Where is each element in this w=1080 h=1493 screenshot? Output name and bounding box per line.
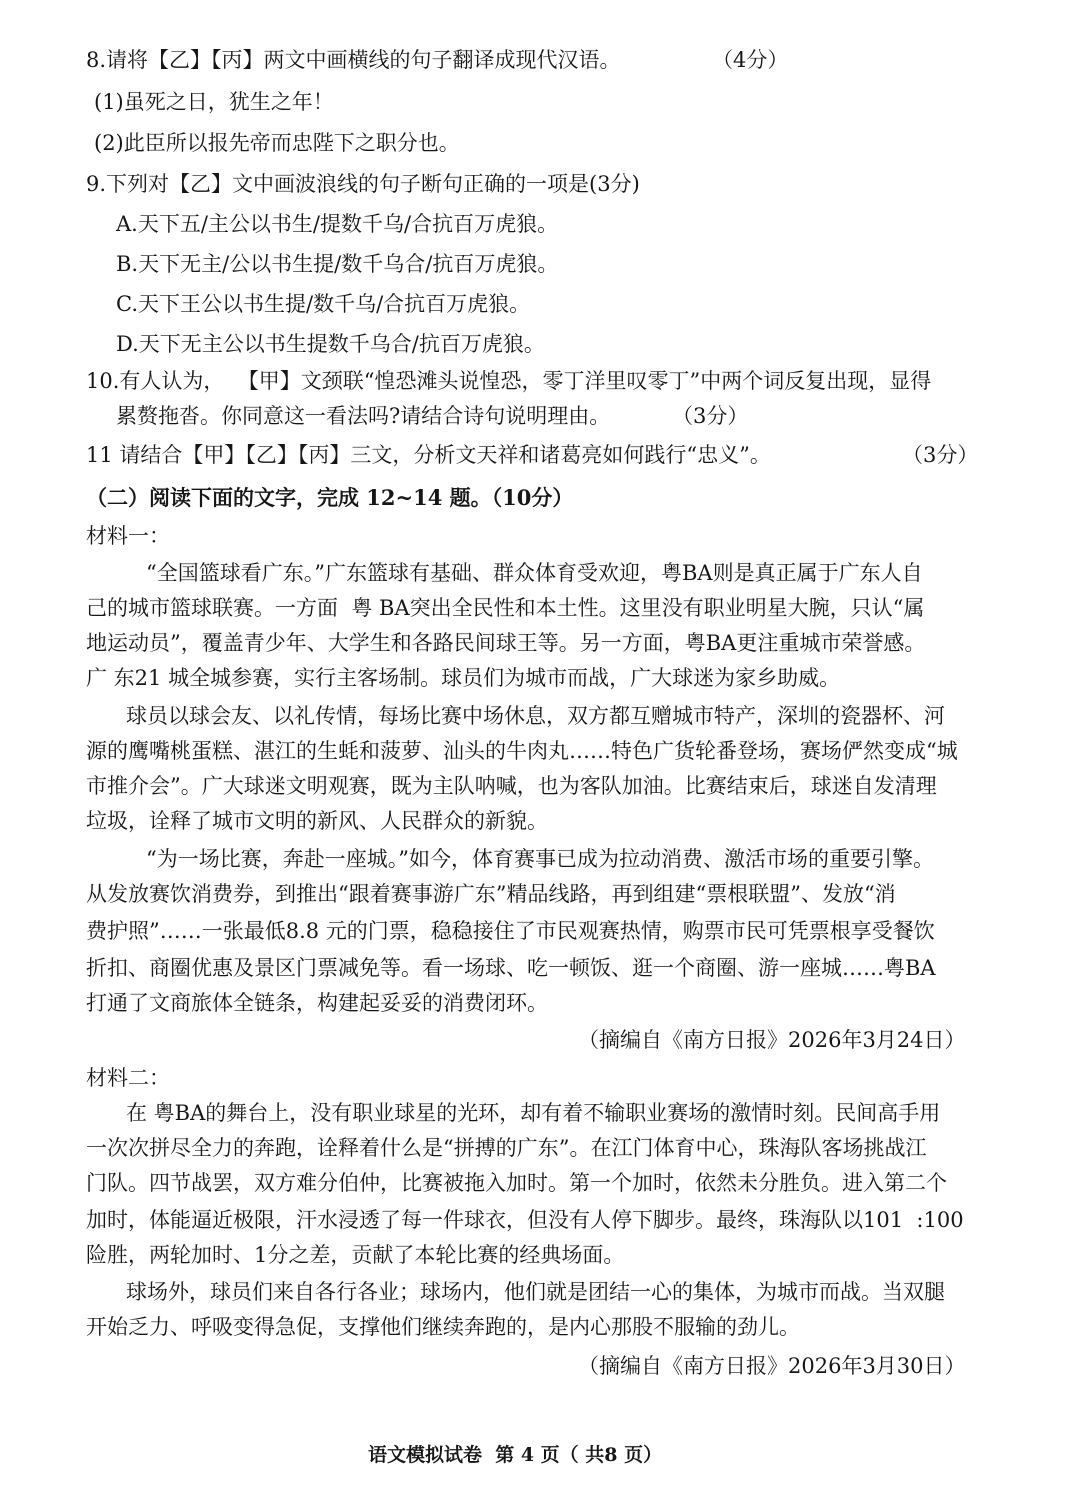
q9-stem: 9.下列对【乙】文中画波浪线的句子断句正确的一项是(3分): [86, 172, 640, 196]
material-1-line: 费护照”……一张最低8.8 元的门票，稳稳接住了市民观赛热情，购票市民可凭票根享受餐饮: [86, 919, 935, 943]
material-1-line: 垃圾，诠释了城市文明的新风、人民群众的新貌。: [86, 809, 548, 833]
q10-line-2: 累赘拖沓。你同意这一看法吗?请结合诗句说明理由。: [116, 404, 611, 428]
q9-option-a: A.天下五/主公以书生/提数千乌/合抗百万虎狼。: [116, 212, 559, 236]
material-1-line: 折扣、商圈优惠及景区门票减免等。看一场球、吃一顿饭、逛一个商圈、游一座城……粤BA: [86, 956, 936, 980]
section-2-heading: （二）阅读下面的文字，完成 12~14 题。（10分）: [86, 485, 574, 510]
material-2-line: 加时，体能逼近极限，汗水浸透了每一件球衣，但没有人停下脚步。最终，珠海队以101 :100: [86, 1208, 964, 1232]
material-2-label: 材料二：: [86, 1066, 170, 1090]
material-1-line: 己的城市篮球联赛。一方面 粤 BA突出全民性和本土性。这里没有职业明星大腕，只认“属: [86, 596, 925, 620]
material-2-line: 球场外，球员们来自各行各业；球场内，他们就是团结一心的集体，为城市而战。当双腿: [126, 1280, 945, 1304]
material-2-line: 开始乏力、呼吸变得急促，支撑他们继续奔跑的，是内心那股不服输的劲儿。: [86, 1315, 800, 1339]
q10-line-1: 10.有人认为， 【甲】文颈联“惶恐滩头说惶恐，零丁洋里叹零丁”中两个词反复出现，显得: [86, 369, 932, 393]
q8-item-2: (2)此臣所以报先帝而忠陛下之职分也。: [94, 131, 460, 155]
material-2-line: 在 粤BA的舞台上，没有职业球星的光环，却有着不输职业赛场的激情时刻。民间高手用: [126, 1101, 941, 1125]
q8-score: （4分）: [712, 48, 789, 72]
q11-score: （3分）: [902, 443, 979, 467]
q9-option-c: C.天下王公以书生提/数千乌/合抗百万虎狼。: [116, 292, 531, 316]
material-1-line: 广 东21 城全城参赛，实行主客场制。球员们为城市而战，广大球迷为家乡助威。: [86, 666, 841, 690]
material-2-source: （摘编自《南方日报》2026年3月30日）: [578, 1354, 966, 1378]
material-1-line: “全国篮球看广东。”广东篮球有基础、群众体育受欢迎，粤BA则是真正属于广东人自: [146, 561, 923, 585]
q9-option-d: D.天下无主公以书生提数千乌合/抗百万虎狼。: [116, 332, 545, 356]
q10-score: （3分）: [672, 404, 749, 428]
material-1-line: 从发放赛饮消费券，到推出“跟着赛事游广东”精品线路，再到组建“票根联盟”、发放“消: [86, 882, 896, 906]
material-2-line: 一次次拼尽全力的奔跑，诠释着什么是“拼搏的广东”。在江门体育中心，珠海队客场挑战江: [86, 1136, 927, 1160]
page-footer: 语文模拟试卷 第 4 页（ 共8 页）: [368, 1444, 663, 1466]
q9-option-b: B.天下无主/公以书生提/数千乌合/抗百万虎狼。: [116, 252, 559, 276]
material-1-line: 市推介会”。广大球迷文明观赛，既为主队呐喊，也为客队加油。比赛结束后，球迷自发清理: [86, 774, 937, 798]
material-2-line: 门队。四节战罢，双方难分伯仲，比赛被拖入加时。第一个加时，依然未分胜负。进入第二个: [86, 1171, 947, 1195]
q8-item-1: (1)虽死之日，犹生之年！: [94, 90, 334, 114]
material-1-line: 球员以球会友、以礼传情，每场比赛中场休息，双方都互赠城市特产，深圳的瓷器杯、河: [126, 704, 945, 728]
material-2-line: 险胜，两轮加时、1分之差，贡献了本轮比赛的经典场面。: [86, 1243, 625, 1267]
material-1-label: 材料一：: [86, 524, 170, 548]
material-1-line: 源的鹰嘴桃蛋糕、湛江的生蚝和菠萝、汕头的牛肉丸……特色广货轮番登场，赛场俨然变成“城: [86, 739, 958, 763]
material-1-line: 地运动员”，覆盖青少年、大学生和各路民间球王等。另一方面，粤BA更注重城市荣誉感。: [86, 631, 926, 655]
q11-stem: 11 请结合【甲】【乙】【丙】三文，分析文天祥和诸葛亮如何践行“忠义”。: [86, 443, 771, 467]
q8-stem: 8.请将【乙】【丙】两文中画横线的句子翻译成现代汉语。: [86, 48, 621, 72]
material-1-line: “为一场比赛，奔赴一座城。”如今，体育赛事已成为拉动消费、激活市场的重要引擎。: [146, 847, 934, 871]
material-1-line: 打通了文商旅体全链条，构建起妥妥的消费闭环。: [86, 991, 548, 1015]
material-1-source: （摘编自《南方日报》2026年3月24日）: [578, 1028, 966, 1052]
